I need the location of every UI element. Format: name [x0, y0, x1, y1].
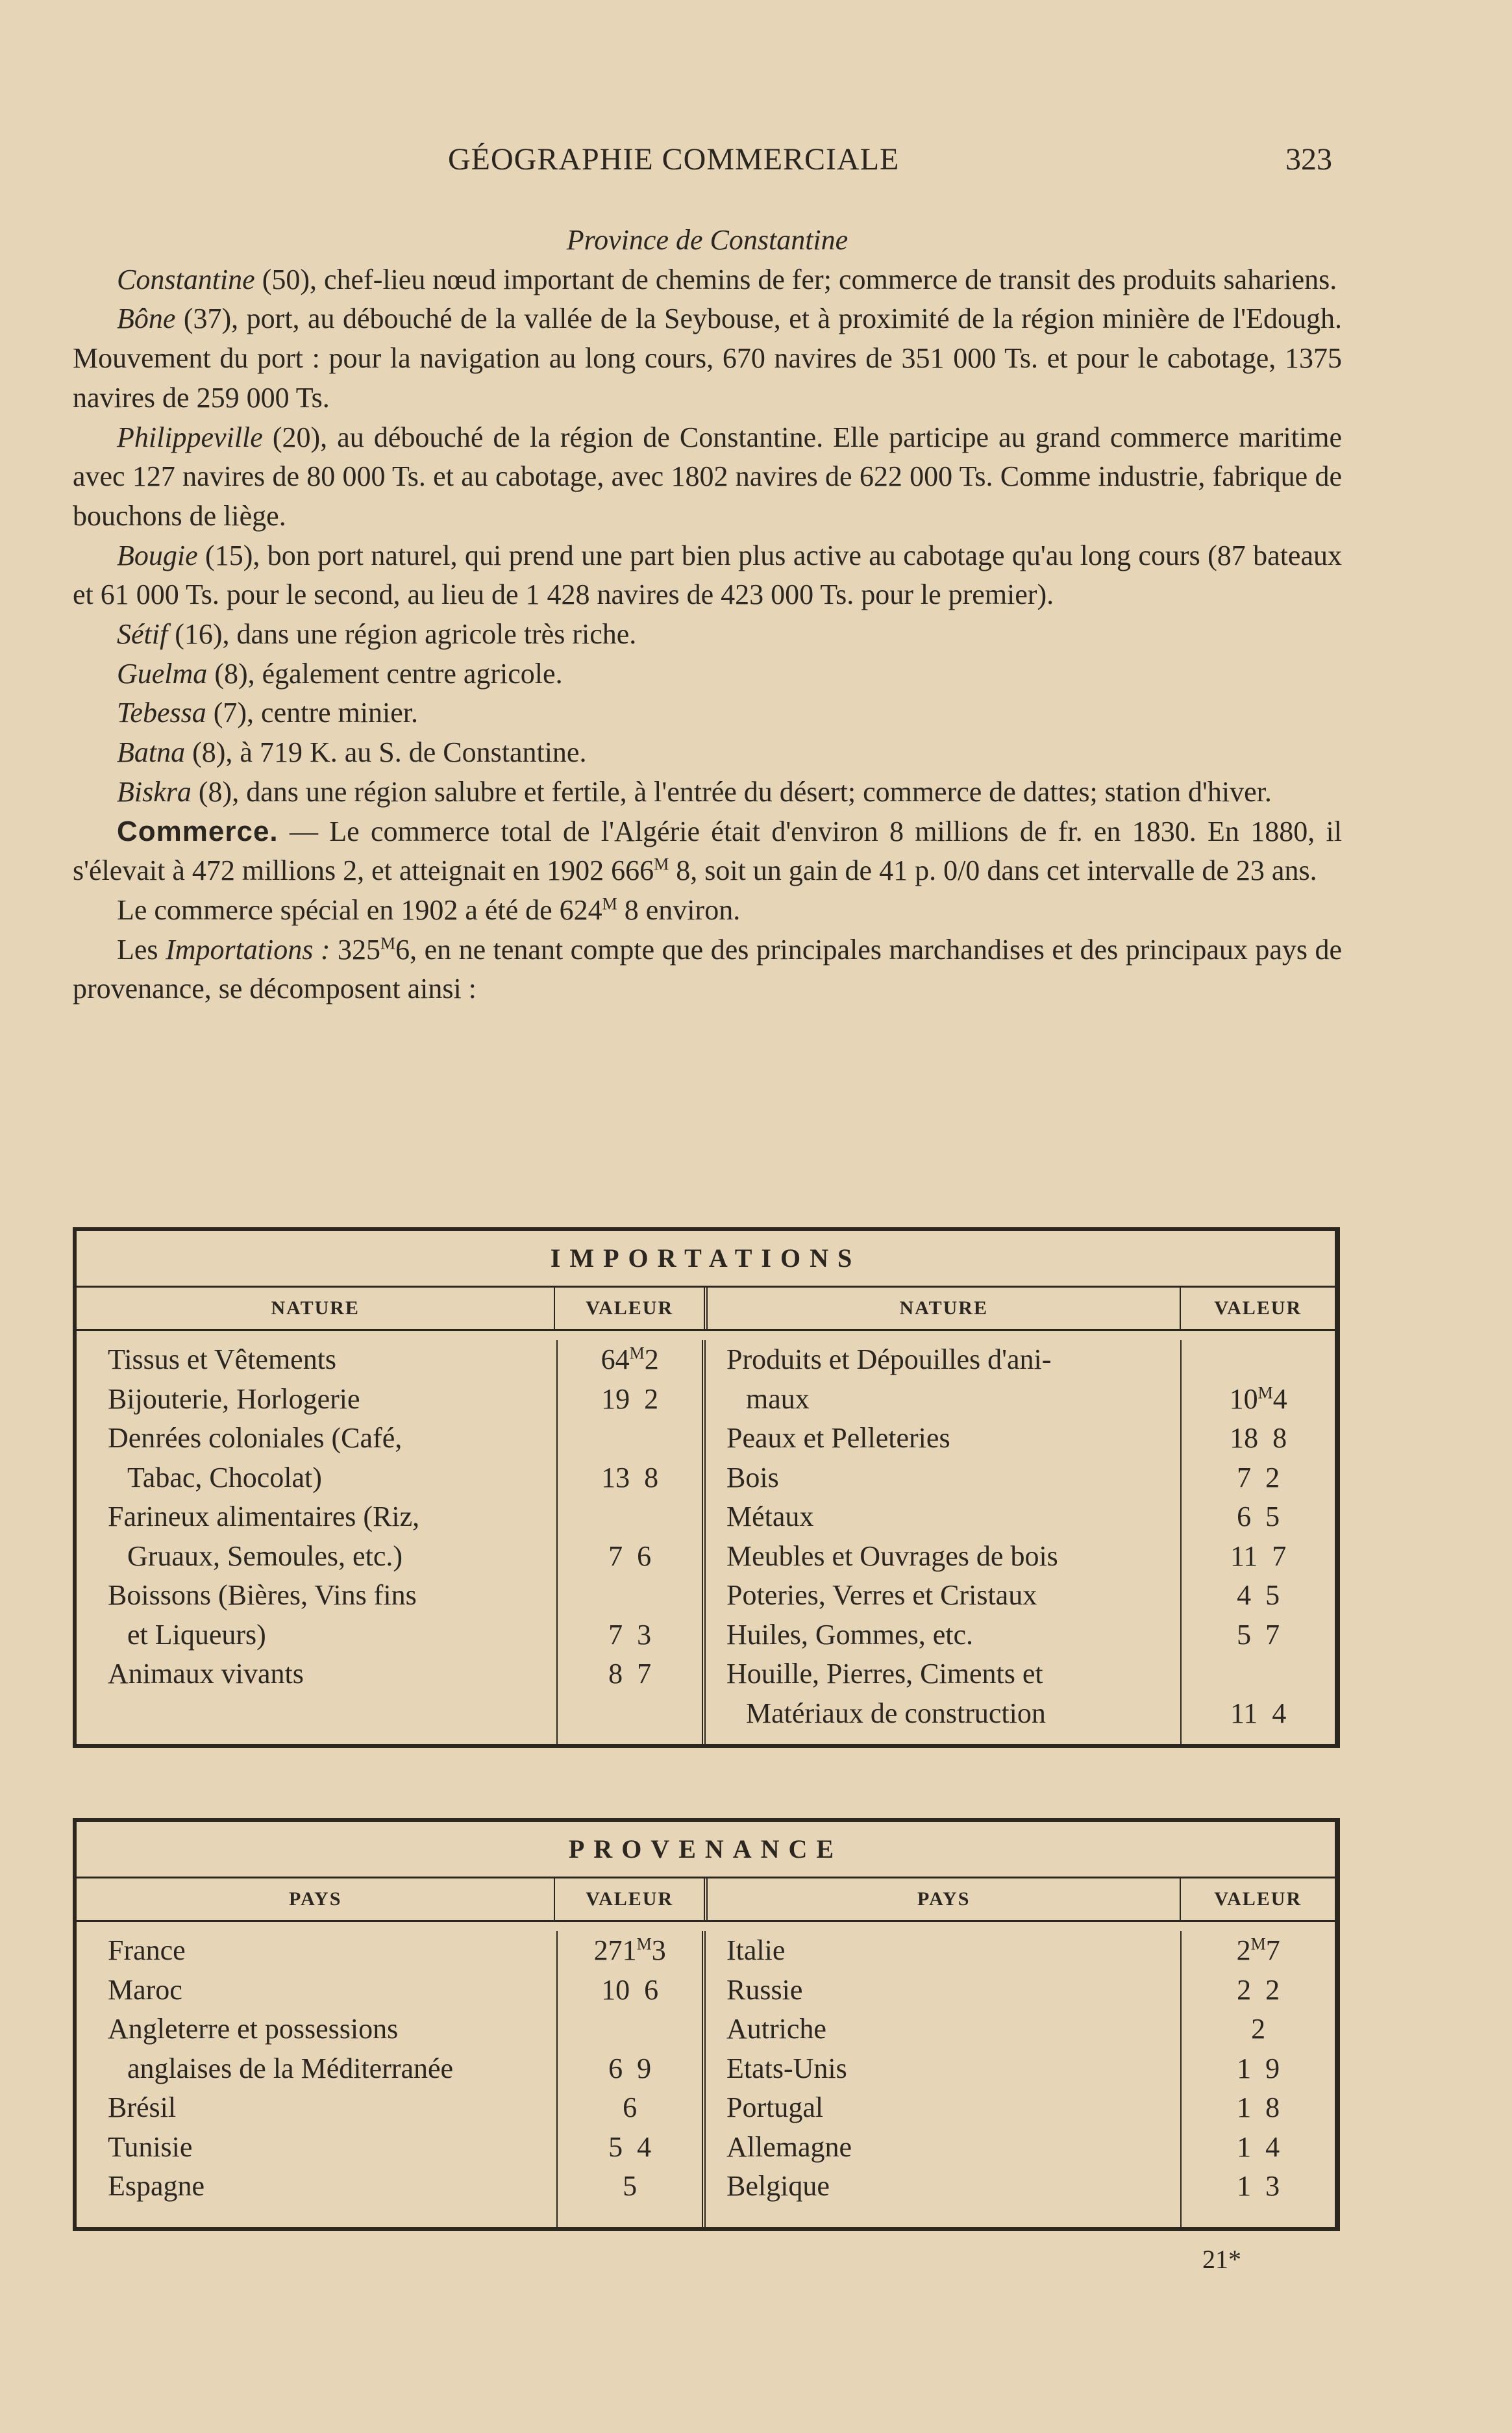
table-cell: 1 9: [1237, 2052, 1280, 2084]
running-title: GÉOGRAPHIE COMMERCIALE: [448, 142, 900, 177]
provenance-header-row: [77, 1878, 1335, 1922]
table-cell: Peaux et Pelleteries: [726, 1422, 950, 1454]
table-cell: Gruaux, Semoules, etc.): [127, 1540, 403, 1572]
col-header-nature: NATURE: [899, 1297, 988, 1319]
table-cell: Denrées coloniales (Café,: [108, 1422, 403, 1454]
table-cell: 6: [623, 2091, 638, 2123]
table-cell: 5 4: [608, 2130, 652, 2163]
col-header-pays: PAYS: [917, 1888, 971, 1910]
table-cell: 5 7: [1237, 1618, 1280, 1651]
table-cell: Brésil: [108, 2091, 177, 2123]
table-cell: $271^M3$: [593, 1934, 666, 1966]
table-cell: [558, 1497, 702, 1537]
city-paragraph: Philippeville (20), au débouché de la région de Constantine. Elle participe au grand commerce maritime avec 127 navires de 80 000 Ts. et au cabotage, avec 1802 navires de 622 000 Ts. Comme industrie, fabrique de bouchons de liège.: [73, 421, 1342, 532]
page-number: 323: [1285, 142, 1332, 177]
importations-left-valeur: [556, 1340, 706, 1744]
table-cell: Houille, Pierres, Ciments et: [726, 1658, 1043, 1690]
table-cell: Tunisie: [108, 2130, 193, 2163]
table-cell: 11 4: [1230, 1697, 1287, 1729]
provenance-left-valeur: [556, 1931, 706, 2227]
city-paragraph: Bône (37), port, au débouché de la vallée de la Seybouse, et à proximité de la région minière de l'Edough. Mouvement du port : pour la navigation au long cours, 670 navires de 351 000 Ts. et pour le cabotage, 1375 navires de 259 000 Ts.: [73, 303, 1342, 414]
provenance-title: PROVENANCE: [77, 1822, 1335, 1878]
city-paragraph: Bougie (15), bon port naturel, qui prend une part bien plus active au cabotage qu'au long cours (87 bateaux et 61 000 Ts. pour le second, au lieu de 1 428 navires de 423 000 Ts. pour le premier).: [73, 539, 1342, 611]
city-paragraph: Batna (8), à 719 K. au S. de Constantine.: [117, 736, 587, 769]
table-cell: France: [108, 1934, 186, 1966]
commerce-heading: Commerce.: [117, 815, 279, 847]
city-paragraph: Tebessa (7), centre minier.: [117, 697, 418, 729]
col-header-valeur: VALEUR: [554, 1878, 708, 1920]
table-cell: 11 7: [1230, 1540, 1287, 1572]
table-cell: Russie: [726, 1973, 803, 2006]
table-cell: Espagne: [108, 2170, 205, 2202]
table-cell: Bois: [726, 1461, 779, 1493]
table-cell: Métaux: [726, 1501, 814, 1532]
table-cell: Portugal: [726, 2091, 824, 2123]
commerce-paragraph: Commerce. — Le commerce total de l'Algérie était d'environ 8 millions de fr. en 1830. En 1880, il s'élevait à 472 millions 2, et atteignait en 1902 $666^M$ 8, soit un gain de 41 p. 0/0 dans cet intervalle de 23 ans.: [73, 815, 1342, 887]
table-cell: Tabac, Chocolat): [127, 1461, 322, 1493]
city-name: Philippeville: [117, 421, 263, 453]
city-paragraph: Biskra (8), dans une région salubre et fertile, à l'entrée du désert; commerce de dattes; station d'hiver.: [117, 775, 1272, 808]
col-header-nature: NATURE: [271, 1297, 360, 1319]
table-cell: Produits et Dépouilles d'ani-: [726, 1343, 1052, 1375]
table-cell: Poteries, Verres et Cristaux: [726, 1579, 1037, 1611]
commerce-special-paragraph: Le commerce spécial en 1902 a été de $624^M$ 8 environ.: [117, 893, 741, 926]
table-cell: maux: [746, 1382, 810, 1415]
table-cell: 19 2: [601, 1382, 659, 1415]
table-cell: 4 5: [1237, 1579, 1280, 1611]
table-cell: 18 8: [1230, 1422, 1287, 1454]
table-cell: 2 2: [1237, 1973, 1280, 2006]
section-title: Province de Constantine: [566, 224, 849, 256]
city-name: Constantine: [117, 263, 255, 295]
importations-body: [77, 1331, 1335, 1744]
col-header-valeur: VALEUR: [1180, 1878, 1335, 1920]
table-cell: Boissons (Bières, Vins fins: [108, 1579, 417, 1611]
provenance-table: [73, 1818, 1340, 2231]
table-cell: 7 3: [608, 1618, 652, 1651]
table-cell: Bijouterie, Horlogerie: [108, 1382, 360, 1415]
city-name: Batna: [117, 736, 186, 769]
provenance-body: [77, 1922, 1335, 2227]
city-paragraph: Constantine (50), chef-lieu nœud important de chemins de fer; commerce de transit des produits sahariens.: [117, 263, 1337, 295]
importations-title: IMPORTATIONS: [77, 1231, 1335, 1288]
city-paragraph: Sétif (16), dans une région agricole très riche.: [117, 618, 637, 651]
signature-mark: 21*: [1202, 2245, 1241, 2274]
table-cell: [1182, 1654, 1335, 1694]
table-cell: 8 7: [608, 1658, 652, 1690]
col-header-valeur: VALEUR: [1180, 1288, 1335, 1329]
table-cell: Maroc: [108, 1973, 182, 2006]
table-cell: [558, 1576, 702, 1616]
table-cell: 6 9: [608, 2052, 652, 2084]
importations-left-nature: [77, 1340, 556, 1744]
city-name: Tebessa: [117, 697, 206, 729]
page-header: [0, 142, 1512, 181]
city-name: Bône: [117, 303, 176, 335]
table-cell: et Liqueurs): [127, 1618, 266, 1651]
table-cell: 1 4: [1237, 2130, 1280, 2163]
col-header-pays: PAYS: [289, 1888, 342, 1910]
table-cell: [1182, 1340, 1335, 1380]
city-name: Bougie: [117, 539, 198, 571]
table-cell: Italie: [726, 1934, 786, 1966]
city-name: Guelma: [117, 657, 208, 690]
city-name: Sétif: [117, 618, 168, 651]
table-cell: 1 3: [1237, 2170, 1280, 2202]
table-cell: 10 6: [601, 1973, 659, 2006]
table-cell: [558, 1419, 702, 1458]
importations-table: [73, 1227, 1340, 1748]
table-cell: anglaises de la Méditerranée: [127, 2052, 454, 2084]
table-cell: Animaux vivants: [108, 1658, 304, 1690]
table-cell: Angleterre et possessions: [108, 2013, 399, 2045]
provenance-right-valeur: [1180, 1931, 1335, 2227]
col-header-valeur: VALEUR: [554, 1288, 708, 1329]
city-paragraph: Guelma (8), également centre agricole.: [117, 657, 563, 690]
provenance-right-pays: [706, 1931, 1180, 2227]
table-cell: Tissus et Vêtements: [108, 1343, 337, 1375]
table-cell: 5: [623, 2170, 638, 2202]
table-cell: 2: [1251, 2013, 1266, 2045]
table-cell: [558, 2010, 702, 2049]
table-cell: Huiles, Gommes, etc.: [726, 1618, 974, 1651]
importations-right-nature: [706, 1340, 1180, 1744]
city-name: Biskra: [117, 775, 192, 808]
table-cell: 1 8: [1237, 2091, 1280, 2123]
importations-header-row: [77, 1288, 1335, 1331]
body-text: [73, 221, 1342, 1009]
table-cell: 7 2: [1237, 1461, 1280, 1493]
table-cell: Matériaux de construction: [746, 1697, 1046, 1729]
table-cell: 13 8: [601, 1461, 659, 1493]
table-cell: Belgique: [726, 2170, 830, 2202]
provenance-left-pays: [77, 1931, 556, 2227]
table-cell: $64^M2$: [601, 1343, 659, 1375]
table-cell: Farineux alimentaires (Riz,: [108, 1501, 420, 1532]
table-cell: $10^M4$: [1229, 1382, 1287, 1415]
table-cell: Autriche: [726, 2013, 826, 2045]
table-cell: Etats-Unis: [726, 2052, 847, 2084]
importations-right-valeur: [1180, 1340, 1335, 1744]
table-cell: 7 6: [608, 1540, 652, 1572]
importations-intro: Les Importations : $325^M6$, en ne tenant compte que des principales marchandises et des principaux pays de provenance, se décomposent ainsi :: [73, 933, 1343, 1005]
table-cell: 6 5: [1237, 1501, 1280, 1532]
table-cell: Allemagne: [726, 2130, 852, 2163]
table-cell: Meubles et Ouvrages de bois: [726, 1540, 1058, 1572]
table-cell: $2^M7$: [1236, 1934, 1280, 1966]
